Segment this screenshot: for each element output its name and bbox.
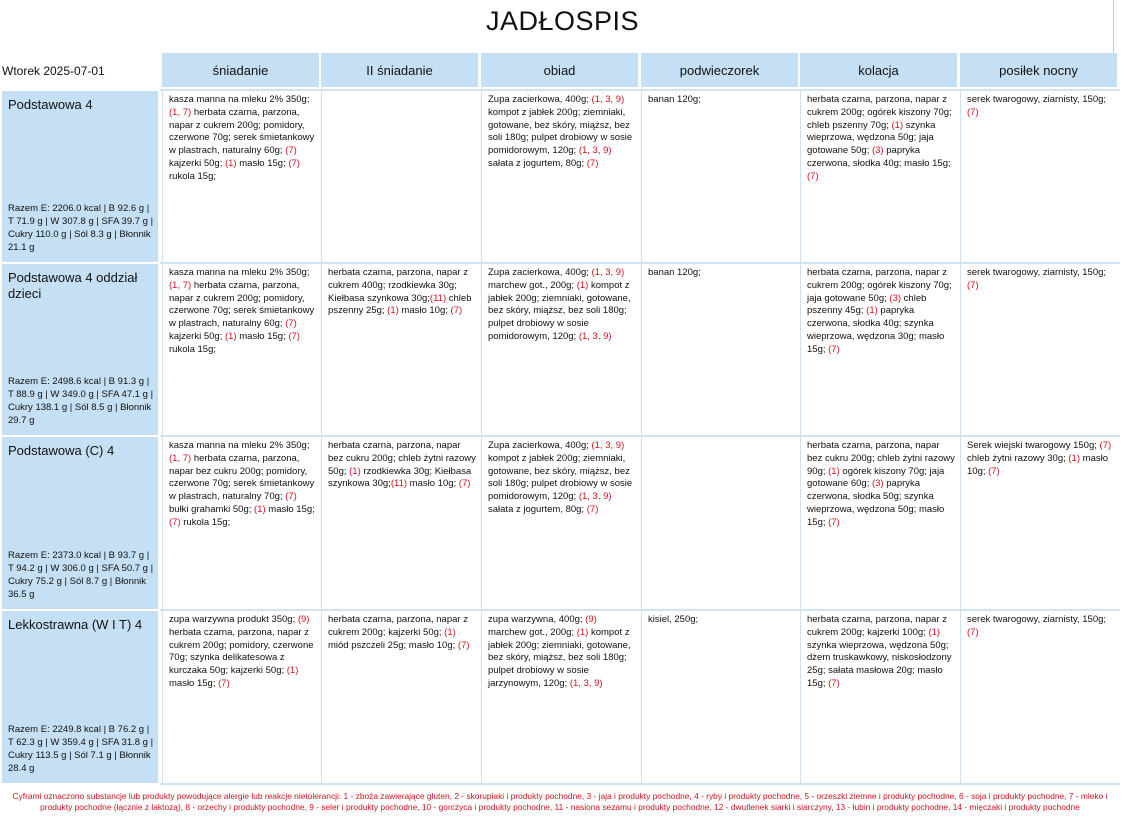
allergen-code: (7) bbox=[807, 170, 819, 182]
meal-item-text: sałata masłowa 20g; masło 15g; bbox=[807, 665, 943, 689]
meal-item-text: masło 15g; bbox=[169, 677, 219, 689]
allergen-code: (7) bbox=[967, 106, 979, 118]
meal-item-text: herbata czarna, parzona, napar z cukrem 200g; bbox=[807, 267, 947, 291]
meal-item-text: pomidory, czerwone 70g; bbox=[169, 119, 305, 144]
meal-item-text: masło 15g; bbox=[236, 330, 289, 342]
meal-item-text: rzodkiewka 30g; bbox=[360, 465, 433, 477]
meal-item-text: kompot z jabłek 200g; bbox=[488, 106, 581, 118]
allergen-code: (7) bbox=[967, 279, 979, 291]
meal-item-text: papryka czerwona, słodka 40g; bbox=[807, 305, 915, 330]
meal-cell-ii-sniadanie bbox=[321, 91, 480, 262]
meal-cell-kolacja bbox=[800, 437, 959, 609]
meal-item-text: ogórek kiszony 70g; bbox=[864, 106, 952, 118]
diet-name: Lekkostrawna (W I T) 4 bbox=[8, 617, 143, 632]
meal-item-text: herbata czarna, parzona, napar z cukrem 200g; bbox=[169, 106, 300, 131]
allergen-code: (7) bbox=[285, 145, 297, 157]
meal-item-text: pomidory, czerwone 70g; bbox=[169, 465, 308, 490]
diet-nutrition-totals: Razem E: 2373.0 kcal | B 93.7 g | T 94.2 g | W 306.0 g | SFA 50.7 g | Cukry 75.2 g | Sól 8.7 g | Błonnik 36.5 g bbox=[8, 550, 154, 600]
allergen-code: (7) bbox=[1099, 440, 1112, 451]
diet-row bbox=[0, 437, 1120, 609]
meal-item-text: serek twarogowy, ziarnisty, 150g; bbox=[967, 614, 1107, 625]
meal-item-text: pomidory, czerwone 70g; bbox=[169, 292, 305, 317]
allergen-code: (1) bbox=[828, 465, 840, 477]
meal-item-text: rukola 15g; bbox=[169, 170, 217, 182]
diet-name: Podstawowa 4 bbox=[8, 97, 93, 112]
meal-item-text: jaja gotowane 60g; bbox=[807, 465, 945, 490]
meal-item-text: herbata czarna, parzona, napar z cukrem 200g; bbox=[807, 94, 947, 118]
allergen-legend: Cyframi oznaczono substancje lub produkty powodujące alergie lub reakcje nietolerancji: 1 - zboża zawierające gluten, 2 - skorupiaki i produkty pochodne, 3 - jaja i produkty pochodne, 4 - ryby i produkty pochodne, 5 - orzeszki ziemne i produkty pochodne, 6 - soja i produkty pochodne, 7 - mleko i produkty pochodne (łącznie z laktozą), 8 - orzechy i produkty pochodne, 9 - seler i produkty pochodne, 10 - gorczyca i produkty pochodne, 11 - nasiona sezamu i produkty pochodne, 12 - dwutlenek siarki i siarczyny, 13 - łubin i produkty pochodne, 14 - mięczaki i produkty pochodne bbox=[12, 791, 1108, 812]
meal-item-text: herbata czarna, parzona, napar z cukrem 200g; kajzerki 100g; bbox=[807, 614, 947, 638]
meal-item-text: herbata czarna, parzona, napar bez cukru 200g; bbox=[328, 440, 461, 464]
meal-item-text: Zupa zacierkowa, 400g; bbox=[488, 267, 592, 278]
meal-item-text: szynka wieprzowa, wędzona 50g; masło 15g; bbox=[807, 491, 945, 528]
allergen-code: (7) bbox=[288, 157, 300, 169]
allergen-code: (1, 7) bbox=[169, 106, 192, 118]
allergen-code: (7) bbox=[285, 491, 297, 503]
meal-item-text: kajzerki 50g; bbox=[169, 157, 225, 169]
meal-item-text: ogórek kiszony 70g; bbox=[839, 465, 927, 477]
allergen-code: (1, 7) bbox=[169, 279, 192, 291]
allergen-code: (1, 3, 9) bbox=[591, 440, 625, 451]
allergen-code: (1) bbox=[349, 465, 361, 477]
meal-item-text: masło 10g; bbox=[407, 478, 459, 490]
meal-item-text: banan 120g; bbox=[648, 94, 701, 105]
meal-item-text: pulpet drobiowy w sosie pomidorowym, 120g; bbox=[488, 132, 633, 157]
allergen-code: (1) bbox=[891, 119, 904, 131]
meal-item-text: kompot z jabłek 200g; bbox=[488, 279, 630, 304]
diet-nutrition-totals: Razem E: 2206.0 kcal | B 92.6 g | T 71.9 g | W 307.8 g | SFA 39.7 g | Cukry 110.0 g | Sól 8.3 g | Błonnik 21.1 g bbox=[8, 203, 154, 253]
diet-label-cell bbox=[2, 91, 158, 262]
meal-item-text: pulpet drobiowy w sosie pomidorowym, 120g; bbox=[488, 478, 633, 503]
meal-cell-obiad bbox=[481, 264, 640, 435]
meal-item-text: masło 15g; bbox=[265, 503, 315, 515]
allergen-code: (3) bbox=[889, 292, 902, 304]
allergen-code: (7) bbox=[967, 626, 979, 638]
meal-cell-sniadanie bbox=[162, 264, 321, 435]
allergen-code: (1, 3, 9) bbox=[591, 94, 625, 105]
meal-item-text: papryka czerwona, słodka 40g; bbox=[807, 145, 921, 169]
meal-item-text: Zupa zacierkowa, 400g; bbox=[488, 440, 592, 451]
meal-cell-ii-sniadanie bbox=[321, 437, 480, 609]
meal-item-text: papryka czerwona, słodka 50g; bbox=[807, 478, 921, 503]
meal-item-text: pulpet drobiowy w sosie pomidorowym, 120g; bbox=[488, 318, 589, 342]
meal-item-text: serek śmietankowy w plastrach, naturalny 60g; bbox=[169, 305, 315, 330]
meal-cell-posilek-nocny bbox=[960, 91, 1119, 262]
meal-item-text: ziemniaki, gotowane, bez skóry, miąższ, bez soli 180g; bbox=[488, 639, 631, 664]
meal-item-text: serek twarogowy, ziarnisty, 150g; bbox=[967, 94, 1107, 105]
allergen-code: (7) bbox=[586, 157, 599, 169]
meal-item-text: serek śmietankowy w plastrach, naturalny 70g; bbox=[169, 478, 315, 503]
meal-item-text: ziemniaki, gotowane, bez skóry, miąższ, bez soli 180g; bbox=[488, 452, 630, 490]
allergen-code: (1) bbox=[224, 157, 237, 169]
meal-cell-ii-sniadanie bbox=[321, 611, 480, 783]
diet-row bbox=[0, 264, 1120, 435]
meal-item-text: sałata z jogurtem, 80g; bbox=[488, 157, 587, 169]
menu-date: Wtorek 2025-07-01 bbox=[2, 64, 105, 78]
meal-cell-ii-sniadanie bbox=[321, 264, 480, 435]
diet-label-cell bbox=[2, 611, 158, 783]
allergen-code: (7) bbox=[457, 639, 470, 651]
meal-cell-podwieczorek bbox=[641, 264, 800, 435]
meal-cell-sniadanie bbox=[162, 437, 321, 609]
allergen-code: (1) bbox=[254, 503, 266, 515]
meal-item-text: kasza manna na mleku 2% 350g; bbox=[169, 94, 310, 105]
meal-item-text: ogórek kiszony 70g; bbox=[864, 279, 952, 291]
allergen-code: (7) bbox=[458, 478, 471, 490]
meal-item-text: zupa warzywna produkt 350g; bbox=[169, 614, 298, 625]
allergen-code: (11) bbox=[429, 292, 447, 304]
allergen-code: (1, 3, 9) bbox=[578, 330, 612, 342]
allergen-code: (7) bbox=[169, 516, 181, 528]
meal-item-text: serek śmietankowy w plastrach, naturalny 60g; bbox=[169, 132, 315, 157]
diet-name: Podstawowa 4 oddział dzieci bbox=[8, 270, 138, 301]
meal-item-text: herbata czarna, parzona, napar bez cukru 200g; bbox=[169, 452, 300, 477]
meal-item-text: rukola 15g; bbox=[169, 343, 217, 355]
meal-item-text: rukola 15g; bbox=[180, 516, 231, 528]
meal-item-text: masło 15g; bbox=[236, 157, 289, 169]
meal-item-text: zupa warzywna, 400g; bbox=[488, 614, 586, 625]
meal-item-text: pomidory, czerwone 70g; bbox=[169, 639, 314, 664]
allergen-code: (7) bbox=[450, 305, 463, 317]
meal-item-text: kompot z jabłek 200g; bbox=[488, 452, 581, 464]
allergen-code: (7) bbox=[285, 318, 297, 330]
allergen-code: (1) bbox=[576, 626, 589, 638]
allergen-code: (1) bbox=[928, 626, 941, 638]
meal-cell-obiad bbox=[481, 437, 640, 609]
meal-item-text: herbata czarna, parzona, napar z cukrem 200g; bbox=[169, 626, 309, 651]
meal-item-text: ziemniaki, gotowane, bez skóry, miąższ, bez soli 180g; bbox=[488, 106, 630, 144]
meal-item-text: chleb pszenny 70g; bbox=[807, 119, 892, 131]
row-divider bbox=[160, 89, 1120, 91]
meal-item-text: serek twarogowy, ziarnisty, 150g; bbox=[967, 267, 1107, 278]
meal-item-text: kompot z jabłek 200g; bbox=[488, 626, 630, 651]
allergen-code: (1, 3, 9) bbox=[591, 267, 625, 278]
diet-label-cell bbox=[2, 437, 158, 609]
allergen-code: (7) bbox=[828, 677, 840, 689]
meal-cell-kolacja bbox=[800, 91, 959, 262]
diet-label-cell bbox=[2, 264, 158, 435]
meal-item-text: bułki grahamki 50g; bbox=[169, 503, 255, 515]
meal-cell-podwieczorek bbox=[641, 91, 800, 262]
allergen-code: (1) bbox=[866, 305, 878, 317]
meal-header-obiad: obiad bbox=[481, 53, 638, 87]
meal-item-text: kasza manna na mleku 2% 350g; bbox=[169, 440, 310, 451]
diet-nutrition-totals: Razem E: 2498.6 kcal | B 91.3 g | T 88.9 g | W 349.0 g | SFA 47.1 g | Cukry 138.1 g | Sól 8.5 g | Błonnik 29.7 g bbox=[8, 376, 154, 426]
allergen-code: (1, 7) bbox=[169, 452, 192, 464]
meal-cell-posilek-nocny bbox=[960, 437, 1119, 609]
meal-cell-podwieczorek bbox=[641, 611, 800, 783]
meal-item-text: dżem truskawkowy, niskosłodzony 25g; bbox=[807, 652, 952, 677]
meal-item-text: herbata czarna, parzona, napar z cukrem 200g; kajzerki 50g; bbox=[328, 614, 468, 638]
page-title: JADŁOSPIS bbox=[485, 6, 640, 36]
allergen-code: (1) bbox=[444, 626, 456, 638]
meal-cell-sniadanie bbox=[162, 611, 321, 783]
allergen-code: (3) bbox=[871, 478, 884, 490]
diet-nutrition-totals: Razem E: 2249.8 kcal | B 76.2 g | T 62.3 g | W 359.4 g | SFA 31.8 g | Cukry 113.5 g | Sól 7.1 g | Błonnik 28.4 g bbox=[8, 724, 154, 774]
meal-item-text: kisiel, 250g; bbox=[648, 614, 699, 625]
row-divider bbox=[160, 783, 1120, 785]
meal-item-text: chleb pszenny 25g; bbox=[328, 292, 472, 317]
meal-cell-sniadanie bbox=[162, 91, 321, 262]
meal-header-ii-sniadanie: II śniadanie bbox=[321, 53, 478, 87]
meal-item-text: chleb żytni razowy 90g; bbox=[807, 452, 955, 477]
meal-cell-podwieczorek bbox=[641, 437, 800, 609]
meal-item-text: marchew got., 200g; bbox=[488, 279, 577, 291]
meal-item-text: chleb żytni razowy 30g; bbox=[967, 452, 1069, 464]
diet-row bbox=[0, 611, 1120, 783]
allergen-code: (1, 3, 9) bbox=[569, 677, 603, 689]
allergen-code: (3) bbox=[871, 145, 884, 157]
meal-cell-obiad bbox=[481, 611, 640, 783]
diet-name: Podstawowa (C) 4 bbox=[8, 443, 115, 458]
meal-item-text: masło 10g; bbox=[967, 452, 1108, 477]
meal-item-text: Kiełbasa szynkowa 30g; bbox=[328, 292, 430, 304]
meal-header-kolacja: kolacja bbox=[800, 53, 957, 87]
meal-item-text: szynka delikatesowa z kurczaka 50g; kajzerki 50g; bbox=[169, 652, 287, 677]
allergen-code: (1) bbox=[1068, 452, 1081, 464]
meal-item-text: masło 15g; bbox=[901, 157, 951, 169]
meal-item-text: chleb pszenny 45g; bbox=[807, 292, 927, 317]
allergen-code: (7) bbox=[218, 677, 230, 689]
meal-item-text: marchew got., 200g; bbox=[488, 626, 577, 638]
allergen-code: (1, 3, 9) bbox=[578, 145, 612, 157]
meal-item-text: Serek wiejski twarogowy 150g; bbox=[967, 440, 1100, 451]
meal-header-podwieczorek: podwieczorek bbox=[641, 53, 798, 87]
meal-item-text: kajzerki 50g; bbox=[169, 330, 225, 342]
meal-item-text: Kiełbasa szynkowa 30g; bbox=[328, 465, 472, 490]
allergen-code: (9) bbox=[585, 614, 597, 625]
meal-item-text: szynka wieprzowa, wędzona 50g; jaja gotowane 50g; bbox=[807, 119, 936, 157]
meal-item-text: herbata czarna, parzona, napar bez cukru 200g; bbox=[807, 440, 940, 464]
meal-item-text: kasza manna na mleku 2% 350g; bbox=[169, 267, 310, 278]
allergen-code: (7) bbox=[828, 343, 840, 355]
allergen-code: (7) bbox=[586, 503, 599, 515]
diet-row bbox=[0, 91, 1120, 262]
allergen-code: (7) bbox=[988, 465, 1000, 477]
meal-cell-posilek-nocny bbox=[960, 611, 1119, 783]
meal-cell-obiad bbox=[481, 91, 640, 262]
meal-header-posilek-nocny: posiłek nocny bbox=[960, 53, 1117, 87]
meal-item-text: herbata czarna, parzona, napar z cukrem 400g; rzodkiewka 30g; bbox=[328, 267, 468, 291]
meal-cell-kolacja bbox=[800, 611, 959, 783]
allergen-code: (9) bbox=[297, 614, 310, 625]
allergen-code: (1) bbox=[224, 330, 237, 342]
meal-cell-posilek-nocny bbox=[960, 264, 1119, 435]
meal-item-text: herbata czarna, parzona, napar z cukrem 200g; bbox=[169, 279, 300, 304]
meal-item-text: miód pszczeli 25g; masło 10g; bbox=[328, 639, 458, 651]
allergen-code: (7) bbox=[288, 330, 300, 342]
meal-item-text: pulpet drobiowy w sosie jarzynowym, 120g; bbox=[488, 665, 589, 689]
allergen-code: (1, 3, 9) bbox=[578, 491, 612, 503]
meal-item-text: sałata z jogurtem, 80g; bbox=[488, 503, 587, 515]
allergen-code: (7) bbox=[828, 516, 840, 528]
allergen-code: (1) bbox=[387, 305, 399, 317]
meal-cell-kolacja bbox=[800, 264, 959, 435]
meal-item-text: szynka wieprzowa, wędzona 30g; masło 15g; bbox=[807, 318, 945, 355]
allergen-code: (1) bbox=[286, 665, 299, 677]
allergen-code: (1) bbox=[576, 279, 589, 291]
meal-item-text: ziemniaki, gotowane, bez skóry, miąższ, bez soli 180g; bbox=[488, 292, 631, 317]
meal-header-sniadanie: śniadanie bbox=[162, 53, 319, 87]
allergen-code: (11) bbox=[390, 478, 408, 490]
meal-item-text: chleb żytni razowy 50g; bbox=[328, 452, 476, 477]
meal-item-text: Zupa zacierkowa, 400g; bbox=[488, 94, 592, 105]
meal-item-text: szynka wieprzowa, wędzona 50g; bbox=[807, 639, 949, 651]
meal-item-text: masło 10g; bbox=[398, 305, 451, 317]
meal-item-text: jaja gotowane 50g; bbox=[807, 292, 890, 304]
meal-item-text: banan 120g; bbox=[648, 267, 701, 278]
